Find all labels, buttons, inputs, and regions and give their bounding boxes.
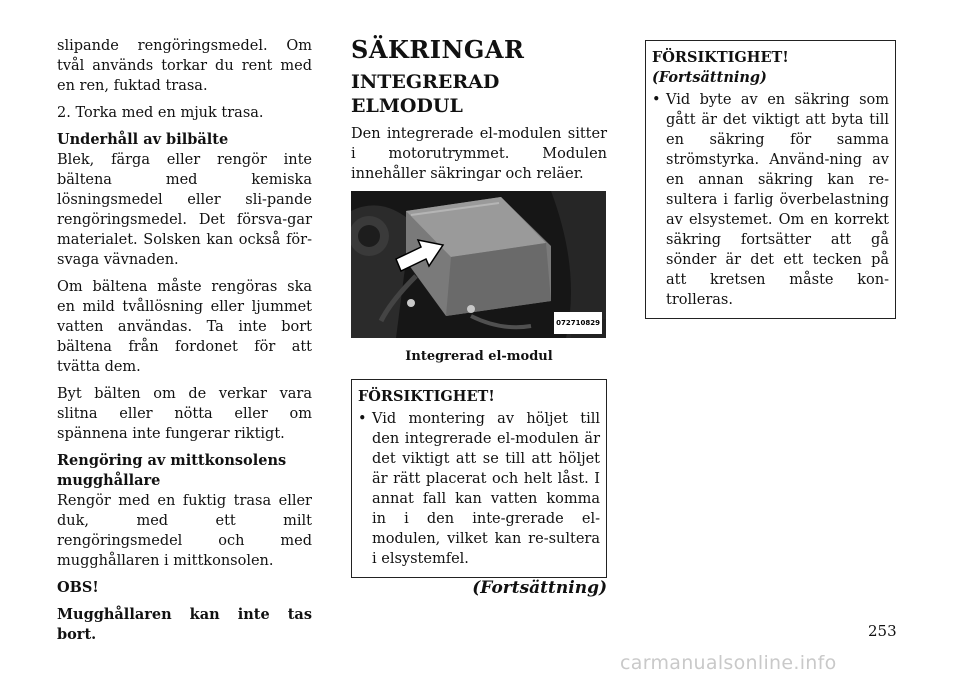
watermark: carmanualsonline.info xyxy=(620,652,837,674)
caution-list xyxy=(358,409,600,569)
cupholder-heading: Rengöring av mittkonsolens mugghållare xyxy=(57,452,287,489)
continued-label: (Fortsättning) xyxy=(472,578,607,598)
paragraph: Rengör med en fuktig trasa eller duk, med ett milt rengöringsmedel och med mugghållaren i mittkonsolen. xyxy=(57,493,312,569)
paragraph: Den integrerade el-modulen sitter i motorutrymmet. Modulen innehåller säkringar och reläer. xyxy=(351,126,607,182)
figure-code: 072710829 xyxy=(554,312,602,334)
page-number: 253 xyxy=(868,622,897,640)
caution-list xyxy=(652,90,889,310)
note-text: Mugghållaren kan inte tas bort. xyxy=(57,606,312,643)
numbered-step: 2. Torka med en mjuk trasa. xyxy=(57,105,264,121)
continued-label: (Fortsättning) xyxy=(652,69,767,86)
paragraph: slipande rengöringsmedel. Om tvål används torkar du rent med en ren, fuktad trasa. xyxy=(57,38,312,94)
figure-caption: Integrerad el-modul xyxy=(405,349,553,364)
paragraph: Blek, färga eller rengör inte bältena med kemiska lösningsmedel eller sli-pande rengöringsmedel. Det försva-gar materialet. Solsken kan också för-svaga vävnaden. xyxy=(57,152,312,268)
caution-title: FÖRSIKTIGHET! xyxy=(652,49,789,66)
left-column xyxy=(57,36,312,652)
caution-title-row xyxy=(652,48,889,88)
belt-heading: Underhåll av bilbälte xyxy=(57,131,229,148)
paragraph: Byt bälten om de verkar vara slitna eller nötta eller om spännena inte fungerar riktigt. xyxy=(57,386,312,442)
note-label: OBS! xyxy=(57,579,99,596)
module-photo xyxy=(351,191,606,338)
subsection-title: INTEGRERAD ELMODUL xyxy=(351,71,500,117)
caution-item: • Vid montering av höljet till den integrerade el-modulen är det viktigt att se till att höljet är rätt placerat och helt låst. I annat fall kan vatten komma in i den inte-grerade el-modulen, vilket kan re-sultera i elsystemfel. xyxy=(358,409,600,569)
caution-title: FÖRSIKTIGHET! xyxy=(358,388,495,405)
section-title: SÄKRINGAR xyxy=(351,35,525,64)
caution-item: • Vid byte av en säkring som gått är det viktigt att byta till en säkring för samma strömstyrka. Använd-ning av en annan säkring kan re-sultera i farlig överbelastning av elsystemet. Om en korrekt säkring fortsätter att gå sönder är det ett tecken på att kretsen måste kon-trolleras. xyxy=(652,90,889,310)
right-column xyxy=(645,36,896,319)
caution-box-continued xyxy=(645,40,896,319)
paragraph: Om bältena måste rengöras ska en mild tvållösning eller ljummet vatten användas. Ta inte bort bältena från fordonet för att tvätta dem. xyxy=(57,279,312,375)
caution-box xyxy=(351,379,607,578)
middle-column xyxy=(351,36,607,598)
